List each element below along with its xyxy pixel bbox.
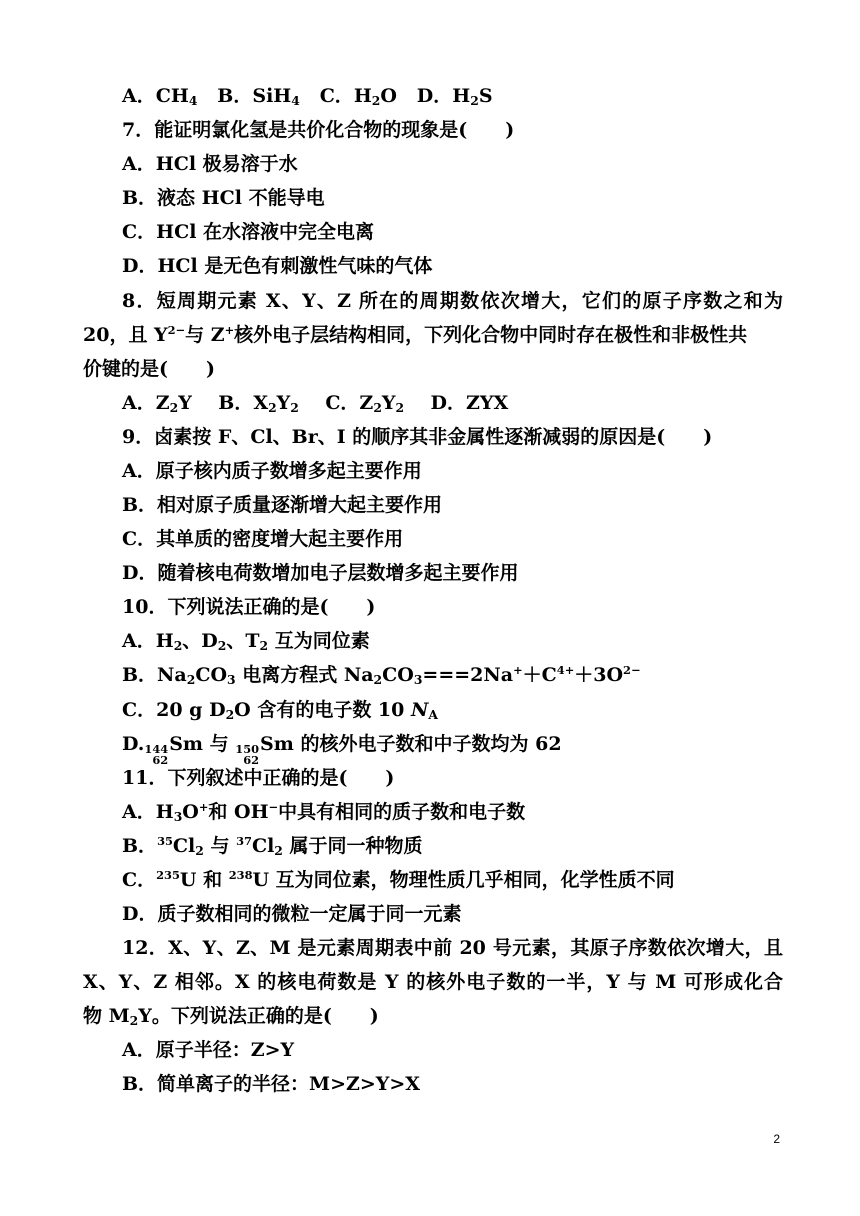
- q7-option-b: B．液态 HCl 不能导电: [122, 187, 325, 209]
- nuclide-sm-150: 150 62: [235, 742, 260, 768]
- q9-option-a: A．原子核内质子数增多起主要作用: [122, 460, 422, 482]
- q9-option-c: C．其单质的密度增大起主要作用: [122, 528, 404, 550]
- q11-option-d: D．质子数相同的微粒一定属于同一元素: [122, 903, 462, 925]
- q10-option-c: C．20 g $D_2O$ 含有的电子数 10 $N_A$: [122, 699, 438, 723]
- q7-option-a: A．HCl 极易溶于水: [122, 153, 298, 175]
- q11-option-b: B．$^{35}Cl_2$ 与 $^{37}Cl_2$ 属于同一种物质: [122, 834, 423, 859]
- q12-option-a: A．原子半径：Z>Y: [122, 1039, 295, 1061]
- q8-stem-line3: 价键的是( ): [83, 358, 215, 380]
- q7-stem: 7．能证明氯化氢是共价化合物的现象是( ): [122, 119, 515, 141]
- q11-option-a: A．$H_3O^+$和 OH−中具有相同的质子数和电子数: [122, 800, 526, 825]
- page-number: 2: [773, 1132, 780, 1146]
- q10-option-a: A．$H_2$、$D_2$、$T_2$ 互为同位素: [122, 630, 370, 654]
- q11-stem: 11．下列叙述中正确的是( ): [122, 767, 395, 789]
- q12-stem-line3: 物 $M_2Y$。下列说法正确的是( ): [83, 1005, 379, 1029]
- q10-option-d: D. 144 62 Sm 与 150 62 Sm 的核外电子数和中子数均为 62: [122, 733, 562, 768]
- q12-option-b: B．简单离子的半径：M>Z>Y>X: [122, 1073, 421, 1095]
- q7-option-d: D．HCl 是无色有刺激性气味的气体: [122, 255, 433, 277]
- q9-option-b: B．相对原子质量逐渐增大起主要作用: [122, 494, 443, 516]
- q8-stem-line1: 8．短周期元素 X、Y、Z 所在的周期数依次增大，它们的原子序数之和为: [122, 290, 783, 312]
- q6-options: A．$CH_4$ B．SiH$_4$ C．$H_2O$ D．$H_2S$: [122, 85, 493, 109]
- q8-options: A．$Z_2Y$ B．$X_2Y_2$ C．$Z_2Y_2$ D．ZYX: [122, 392, 509, 416]
- q11-option-c: C．$^{235}$U 和 $^{238}$U 互为同位素，物理性质几乎相同，化学性质不同: [122, 868, 675, 891]
- q12-stem-line2: X、Y、Z 相邻。X 的核电荷数是 Y 的核外电子数的一半，Y 与 M 可形成化合: [83, 971, 783, 993]
- q12-stem-line1: 12．X、Y、Z、M 是元素周期表中前 20 号元素，其原子序数依次增大，且: [122, 937, 783, 959]
- q9-stem: 9．卤素按 F、Cl、Br、I 的顺序其非金属性逐渐减弱的原因是( ): [122, 426, 713, 448]
- q10-stem: 10．下列说法正确的是( ): [122, 596, 376, 618]
- q9-option-d: D．随着核电荷数增加电子层数增多起主要作用: [122, 562, 519, 584]
- q10-option-b: B．$Na_2CO_3$ 电离方程式 $Na_2CO_3===2Na^++C^{4+}+3O^{2-}$: [122, 663, 641, 688]
- q8-stem-line2: 20，且 $Y^{2-}$与 Z+核外电子层结构相同，下列化合物中同时存在极性和非极性共: [83, 323, 748, 346]
- q7-option-c: C．HCl 在水溶液中完全电离: [122, 221, 375, 243]
- nuclide-sm-144: 144 62: [144, 742, 169, 768]
